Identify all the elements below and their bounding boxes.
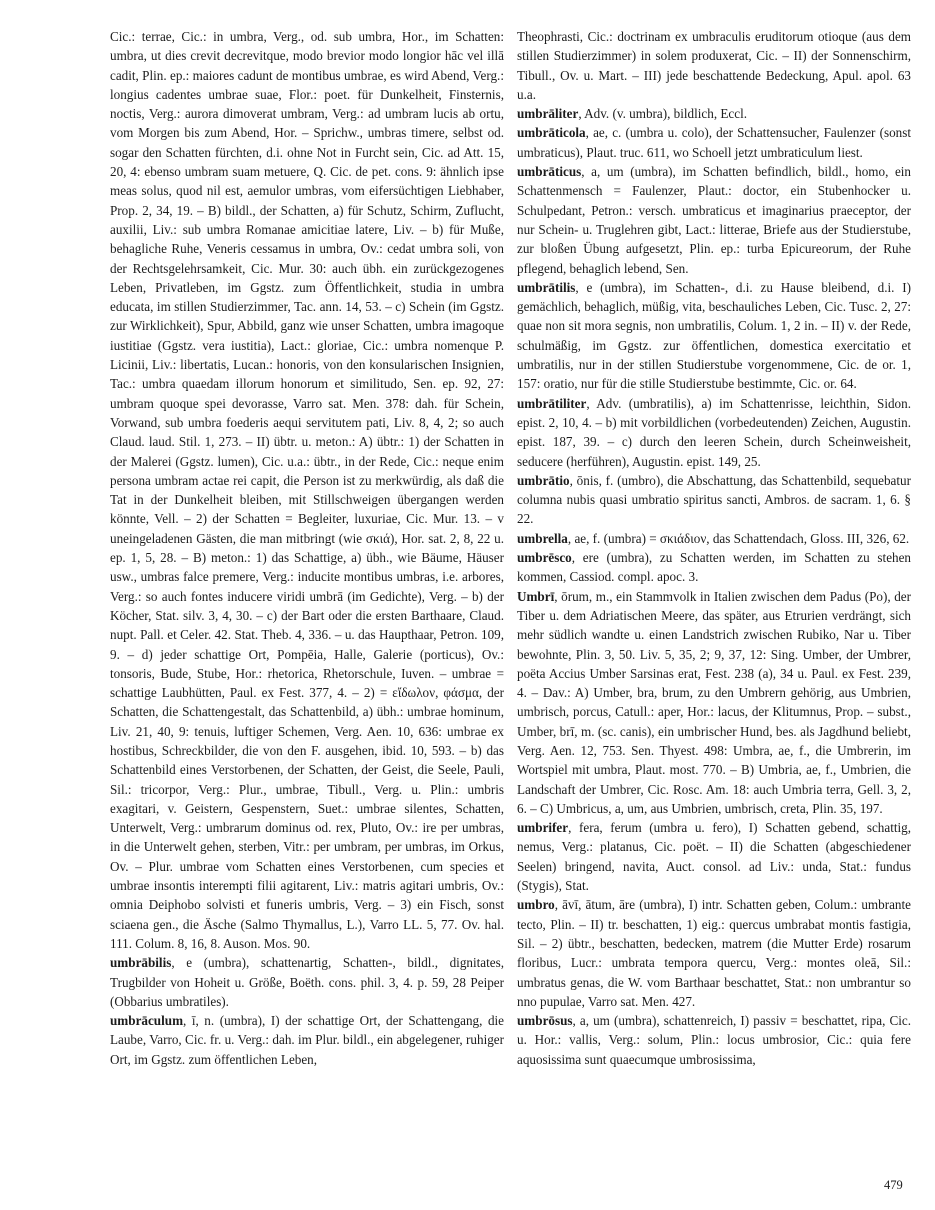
entry-headword: umbrātio (517, 472, 570, 488)
dictionary-entry (517, 548, 911, 587)
entry-headword: umbrifer (517, 820, 569, 836)
entry-headword: umbrāticola (517, 125, 586, 141)
entry-headword: umbro (517, 897, 555, 913)
entry-text: , ī, n. (umbra), I) der schattige Ort, der Schattengang, die Laube, Varro, Cic. fr. u. Verg.: dah. im Plur. bildl., ein abgelegener, ruhiger Ort, im Ggstz. zum öffentlichen Leben, (110, 1013, 504, 1067)
left-column (110, 27, 504, 1177)
entry-text: , Adv. (umbratilis), a) im Schattenrisse, leichthin, Sidon. epist. 2, 10, 4. – b) mit vorbildlichen (vorbedeutenden) Zeichen, Augustin. epist. 187, 39. – c) durch den leeren Schein, durch Scheinweisheit, seducere (herführen), Augustin. epist. 149, 25. (517, 395, 911, 469)
entry-headword: umbrāliter (517, 106, 579, 122)
right-continuation-paragraph: Theophrasti, Cic.: doctrinam ex umbraculis eruditorum otioque (aus dem stillen Studierzimmer) in solem produxerat, Cic. – II) der Sonnenschirm, Tibull., Ov. u. Mart. – III) jede beschattende Bedeckung, Apul. apol. 63 u.a. (517, 29, 911, 102)
dictionary-entry (517, 587, 911, 819)
dictionary-entry (110, 953, 504, 1011)
dictionary-entry (110, 1011, 504, 1069)
entry-text: , ae, c. (umbra u. colo), der Schattensucher, Faulenzer (sonst umbraticus), Plaut. truc. 611, wo Schoell jetzt umbraticulum liest. (517, 125, 911, 160)
entry-text: , āvī, ātum, āre (umbra), I) intr. Schatten geben, Colum.: umbrante tecto, Plin. – II) tr. beschatten, 1) eig.: quercus umbrabat montis fastigia, Sil. – 2) übtr., beschatten, bedecken, matrem (die Mutter Erde) rosarum floribus, Lucr.: umbrata tempora quercu, Verg.: montes oleā, Sil.: umbratus genas, die W. vom Barthaar beschattet, Stat.: non umbrantur so nno pupulae, Varro sat. Men. 427. (517, 897, 911, 1009)
entry-headword: umbrella (517, 530, 568, 546)
dictionary-entry (517, 818, 911, 895)
entry-text: , fera, ferum (umbra u. fero), I) Schatten gebend, schattig, nemus, Verg.: platanus, Cic. poët. – II) die Schatten (abgeschiedener Seelen) bringend, navita, Auct. consol. ad Liv.: unda, Stat.: fundus (Stygis), Stat. (517, 820, 911, 894)
entry-text: , ere (umbra), zu Schatten werden, im Schatten zu stehen kommen, Cassiod. compl. apoc. 3. (517, 550, 911, 585)
page-number: 479 (884, 1178, 903, 1192)
right-column (517, 27, 911, 1177)
entry-text: , ōrum, m., ein Stammvolk in Italien zwischen dem Padus (Po), der Tiber u. dem Adriatischen Meere, das später, aus Etrurien verdrängt, sich mehr südlich wandte u. einen Landstrich zwischen Rubiko, Nar u. Tiber bewohnte, Plin. 3, 50. Liv. 5, 35, 2; 9, 37, 12: Sing. Umber, der Umbrer, poëta Accius Umber Sarsinas erat, Fest. 238 (a), 34 u. Paul. ex Fest. 239, 4. – Dav.: A) Umber, bra, brum, zu den Umbrern gehörig, aus Umbrien, umbrisch, porcus, Catull.: aper, Hor.: lacus, der Klitumnus, Prop. – subst., Umber, brī, m. (sc. canis), ein umbrischer Hund, bes. als Jagdhund beliebt, Verg. Aen. 12, 753. Sen. Thyest. 498: Umbra, ae, f., die Umbrerin, im Wortspiel mit umbra, Plaut. most. 770. – B) Umbria, ae, f., Umbrien, die Landschaft der Umbrer, Cic. Rosc. Am. 18: auch Umbria terra, Gell. 3, 2, 6. – C) Umbricus, a, um, aus Umbrien, umbrisch, creta, Plin. 35, 197. (517, 588, 911, 816)
entry-headword: umbrātiliter (517, 395, 587, 411)
entry-headword: umbrātilis (517, 279, 576, 295)
dictionary-entry (517, 278, 911, 394)
entry-headword: umbrāticus (517, 164, 582, 180)
dictionary-entry (517, 1011, 911, 1069)
dictionary-entry (517, 529, 911, 548)
left-intro-paragraph: Cic.: terrae, Cic.: in umbra, Verg., od. sub umbra, Hor., im Schatten: umbra, ut dies crevit decrevitque, modo brevior modo longior hāc vel illā cadit, Plin. ep.: maiores cadunt de montibus umbrae, es wird Abend, Verg.: longius cadentes umbrae suae, Flor.: poet. für Dunkelheit, Finsternis, noctis, Verg.: aurora dimoverat umbram, Verg.: ad umbram lucis ab ortu, vom Morgen bis zum Abend, Hor. – Sprichw., umbras timere, selbst od. sogar den Schatten fürchten, d.i. ohne Not in Furcht sein, Cic. ad Att. 15, 20, 4: ebenso umbram suam metuere, Q. Cic. de pet. cons. 9: ähnlich ipse meas solus, quod nil est, aemulor umbras, vom eifersüchtigen Liebhaber, Prop. 2, 34, 19. – B) bildl., der Schatten, a) für Schutz, Schirm, Zuflucht, auxilii, Liv.: sub umbra Romanae amicitiae latere, Liv. – b) für Muße, behagliche Ruhe, Veneris cessamus in umbra, Ov.: cedat umbra soli, von der Rechtsgelehrsamkeit, Cic. Mur. 30: auch übh. ein zurückgezogenes Leben, Privatleben, im Ggstz. zum Öffentlichkeit, studia in umbra educata, im stillen Studierzimmer, Tac. ann. 14, 53. – c) Schein (im Ggstz. zur Wirklichkeit), Spur, Abbild, ganz wie unser Schatten, umbra imagoque iustitiae (Ggstz. vera iustitia), Lact.: gloriae, Cic.: umbra nomenque P. Licinii, Liv.: libertatis, Lucan.: honoris, von den konsularischen Insignien, Tac.: umbra quaedam illorum honorum et similitudo, Sen. ep. 92, 27: umbram quoque spei devorasse, Varro sat. Men. 378: dah. für Schein, Vorwand, sub umbra foederis aequi servitutem pati, Liv. 8, 4, 2; so auch Claud. laud. Stil. 1, 273. – II) übtr. u. meton.: A) übtr.: 1) der Schatten in der Malerei (Ggstz. lumen), Cic. u.a.: übtr., in der Rede, Cic.: neque enim persona umbram actae rei capit, die Person ist zu merkwürdig, als daß die Tat in der Dunkelheit bleiben, mit Stillschweigen übergangen werden könnte, Vell. – 2) der Schatten = Begleiter, luxuriae, Cic. Mur. 13. – v uneingeladenen Gästen, die man mitbringt (wie σκιά), Hor. sat. 2, 8, 22 u. ep. 1, 5, 28. – B) meton.: 1) das Schattige, a) übh., wie Bäume, Häuser usw., umbras falce premere, Verg.: inducite montibus umbras, i.e. arbores, Verg.: so auch fontes inducere viridi umbrā (im Gedichte), Verg. – b) der Köcher, Stat. silv. 3, 4, 30. – c) der Bart oder die ersten Barthaare, Claud. nupt. Pall. et Celer. 42. Stat. Theb. 4, 336. – u. das Haupthaar, Petron. 109, 9. – d) jeder schattige Ort, Pompēia, Halle, Galerie (porticus), Ov.: tonsoris, Bude, Stube, Hor.: rhetorica, Rhetorschule, Iuven. – umbrae = schattige Laubhütten, Paul. ex Fest. 377, 4. – 2) = εἴδωλον, φάσμα, der Schatten, die Schattengestalt, das Schattenbild, a) übh.: umbrae hominum, Liv. 21, 40, 9: tenuis, luftiger Schemen, Verg. Aen. 10, 636: umbrae ex hostibus, Schreckbilder, die von den F. ausgehen, ibid. 10, 593. – b) das Schattenbild eines Verstorbenen, der Schatten, der Geist, die Seele, Pauli, Sil.: tricorpor, Verg.: Plur., umbrae, Tibull., Verg. u. Plin.: umbris exagitari, v. Geistern, Gespenstern, Suet.: umbrae silentes, Schatten, Unterwelt, Verg.: umbrarum dominus od. rex, Pluto, Ov.: ire per umbras, in die Unterwelt gehen, sterben, Vitr.: per umbram, per umbras, im Orkus, Ov. – Plur. umbrae vom Schatten eines Verstorbenen, cum species et umbrae insontis interempti filii agitarent, Liv.: matris agitari umbris, Ov.: omnia Deiphobo solvisti et funeris umbris, Verg. – 3) ein Fisch, sonst sciaena gen., die Äsche (Salmo Thymallus, L.), Varro LL. 5, 77. Ov. hal. 111. Colum. 8, 16, 8. Auson. Mos. 90. (110, 29, 504, 951)
entry-text: , e (umbra), schattenartig, Schatten-, bildl., dignitates, Trugbilder von Hoheit u. Größe, Boëth. cons. phil. 3, 4. p. 59, 28 Peiper (Obbarius umbratiles). (110, 955, 504, 1009)
entry-text: , ōnis, f. (umbro), die Abschattung, das Schattenbild, sequebatur columna nubis quasi umbratio spiritus sancti, Ambros. de sacram. 1, 6. § 22. (517, 472, 911, 527)
entry-text: , e (umbra), im Schatten-, d.i. zu Hause bleibend, d.i. I) gemächlich, behaglich, müßig, vita, beschauliches Leben, Cic. Tusc. 2, 27: quae non sit mora segnis, non umbratilis, Colum. 1, 2 in. – II) v. der Rede, schulmäßig, im Ggstz. zur öffentlichen, domestica exercitatio et umbratilis, nur in der stillen Studierstube vorgenommene, Cic. de or. 1, 157: oratio, nur für die stille Studierstube bestimmte, Cic. or. 64. (517, 279, 911, 392)
entry-text: , ae, f. (umbra) = σκιάδιον, das Schattendach, Gloss. III, 326, 62. (567, 530, 910, 546)
entry-headword: umbrēsco (517, 550, 572, 566)
dictionary-entry (517, 471, 911, 529)
entry-text: , Adv. (v. umbra), bildlich, Eccl. (578, 106, 748, 122)
entry-text: , a, um (umbra), im Schatten befindlich, bildl., homo, ein Schattenmensch = Faulenzer, Plaut.: doctor, ein Stubenhocker u. Schulpedant, Petron.: versch. umbraticus et imaginarius praeceptor, der nur Schein- u. Truglehren gibt, Lact.: litterae, Briefe aus der Studierstube, zur bloßen Übung aufgesetzt, Plin. ep.: turba Epicureorum, der Ruhe pflegend, behaglich lebend, Sen. (517, 164, 911, 276)
dictionary-entry (517, 123, 911, 162)
entry-headword: umbrāculum (110, 1013, 184, 1029)
dictionary-entry (517, 104, 911, 123)
entry-headword: umbrōsus (517, 1013, 573, 1029)
dictionary-entry (517, 895, 911, 1011)
entry-text: , a, um (umbra), schattenreich, I) passiv = beschattet, ripa, Cic. u. Hor.: vallis, Verg.: solum, Plin.: locus umbrosior, Cic.: quia fere aquosissima sunt quaecumque umbrosissima, (517, 1013, 911, 1067)
entry-headword: Umbrī (517, 588, 555, 604)
dictionary-entry (517, 394, 911, 471)
entry-headword: umbrābilis (110, 955, 172, 971)
dictionary-entry (517, 162, 911, 278)
